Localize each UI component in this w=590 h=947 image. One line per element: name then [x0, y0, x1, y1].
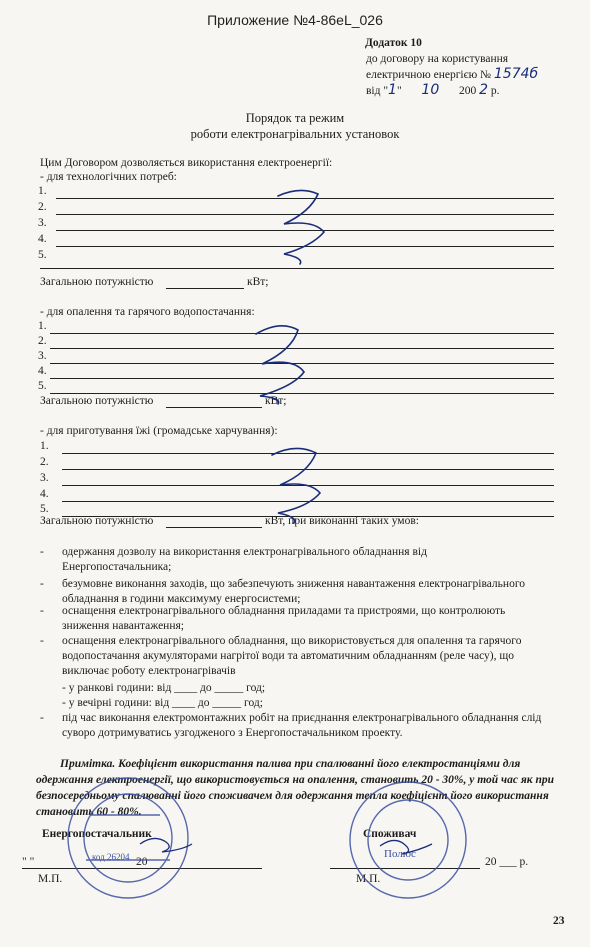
tech-item-number: 1.: [38, 185, 47, 197]
date-month: 10: [421, 82, 440, 98]
food-power-unit: кВт, при виконанні таких умов:: [265, 515, 419, 527]
condition-item: безумовне виконання заходів, що забезпечують зниження навантаження електронагрівального обладнання в години максимуму енергосистеми;: [62, 578, 525, 605]
consumer-label: Споживач: [363, 828, 417, 840]
section-heat-label: - для опалення та гарячого водопостачання:: [40, 306, 255, 318]
tech-power-unit: кВт;: [247, 276, 269, 288]
date-day: 1: [388, 82, 397, 98]
note-text: Примітка. Коефіцієнт використання палива при спалюванні його електростанціями для одержання електроенергії, що використовується на опалення, становить 20 - 30%, у той час як при безпосередньому спалюванні його споживачем для одержання тепла коефіцієнт його використання становить 60 - 80%.: [36, 758, 554, 818]
consumer-signature: [380, 840, 432, 854]
supplier-label: Енергопостачальник: [42, 828, 152, 840]
food-item-number: 1.: [40, 440, 49, 452]
document-page: Приложение №4-86eL_026 Додаток 10 до договору на користування електричною енергією № 1574б від "1" 10 200 2 р. Порядок та режим роботи електронагрівальних установок Цим Договором дозволяється використання електроенергії: - для технологічних потреб: 1. 2. 3. 4. 5. Загальною потужністю кВт; - для опалення та гарячого водопостачання: 1. 2. 3. 4. 5. Загальною потужністю кВт; - для приготування їжі (громадське харчування): 1. 2. 3. 4. 5. Загальною потужністю кВт, при виконанні таких умов: - одержання дозволу на використання електронагрівального обладнання від Енергопостачальника; - безумовне виконання заходів, що забезпечують зниження навантаження електронагрівального обладнання в години максимуму енергосистеми; - оснащення електронагрівального обладнання приладами та пристроями, що контролюють зниження навантаження; - оснащення електронагрівального обладнання, що використовується для опалення та гарячого водопостачання акумуляторами нагрітої води та автоматичним обладнанням (реле часу), що виключає роботу електронагрівачів - у ранкові години: від ____ до _____ год; - у вечірні години: від ____ до _____ год; - під час виконання електромонтажних робіт на приєднання електронагрівального обладнання слід суворо дотримуватись узгодженого з Енергопостачальником проекту. Примітка. Коефіцієнт використання палива при спалюванні його електростанціями для одержання електроенергії, що використовується на опалення, становить 20 - 30%, у той час як при безпосередньому спалюванні його споживачем для одержання тепла коефіцієнт його використання становить 60 - 80%. Енергопостачальник Споживач " " 20 20 ___ р. М.П. М.П. 23 код 26204 Полюс: [0, 0, 590, 947]
food-item-number: 4.: [40, 488, 49, 500]
supplier-signature: [140, 838, 192, 852]
page-number: 23: [553, 915, 565, 927]
supplier-seal-mark: М.П.: [38, 873, 63, 885]
condition-item: одержання дозволу на використання електронагрівального обладнання від Енергопостачальника;: [62, 546, 427, 573]
tech-item-number: 3.: [38, 217, 47, 229]
heat-item-number: 3.: [38, 350, 47, 362]
addendum-line2: електричною енергією № 1574б: [366, 66, 539, 82]
heat-item-number: 2.: [38, 335, 47, 347]
heat-power-label: Загальною потужністю: [40, 395, 154, 407]
tech-item-number: 2.: [38, 201, 47, 213]
doc-title-line2: роботи електронагрівальних установок: [190, 127, 400, 141]
consumer-year: 20 ___ р.: [485, 856, 529, 868]
heat-item-number: 1.: [38, 320, 47, 332]
food-power-label: Загальною потужністю: [40, 515, 154, 527]
file-header: Приложение №4-86eL_026: [207, 12, 383, 28]
supplier-stamp-code: код 26204: [92, 852, 130, 862]
condition-item: оснащення електронагрівального обладнання, що використовується для опалення та гарячого водопостачання акумуляторами нагрітої води та автоматичним обладнанням (реле часу), що виключає роботу електронагрівачів: [62, 635, 522, 677]
food-item-number: 5.: [40, 503, 49, 515]
section-tech-label: - для технологічних потреб:: [40, 171, 177, 183]
heat-item-number: 5.: [38, 380, 47, 392]
doc-title-line1: Порядок та режим: [245, 111, 345, 125]
section-food-label: - для приготування їжі (громадське харчування):: [40, 425, 278, 437]
tech-item-number: 5.: [38, 249, 47, 261]
condition-item: оснащення електронагрівального обладнання приладами та пристроями, що контролюють зниження навантаження;: [62, 605, 506, 632]
contract-number: 1574б: [493, 66, 539, 82]
consumer-stamp-text: Полюс: [384, 848, 416, 860]
supplier-year: 20: [136, 856, 148, 868]
consumer-seal-mark: М.П.: [356, 873, 381, 885]
tech-item-number: 4.: [38, 233, 47, 245]
hours-evening: - у вечірні години: від ____ до _____ год;: [62, 697, 263, 709]
tech-power-label: Загальною потужністю: [40, 276, 154, 288]
addendum-label: Додаток 10: [365, 37, 422, 49]
supplier-date: " ": [22, 856, 35, 868]
addendum-line1: до договору на користування: [366, 53, 509, 65]
condition-item: під час виконання електромонтажних робіт на приєднання електронагрівального обладнання слід суворо дотримуватись узгодженого з Енергопостачальником проекту.: [62, 712, 542, 739]
food-item-number: 2.: [40, 456, 49, 468]
food-item-number: 3.: [40, 472, 49, 484]
addendum-date: від "1" 10 200 2 р.: [366, 82, 500, 98]
tech-dash-scribble: [278, 190, 324, 264]
hours-morning: - у ранкові години: від ____ до _____ год;: [62, 682, 266, 694]
heat-item-number: 4.: [38, 365, 47, 377]
heat-power-unit: кВт;: [265, 395, 287, 407]
date-year: 2: [479, 82, 489, 98]
intro-text: Цим Договором дозволяється використання електроенергії:: [40, 157, 333, 169]
